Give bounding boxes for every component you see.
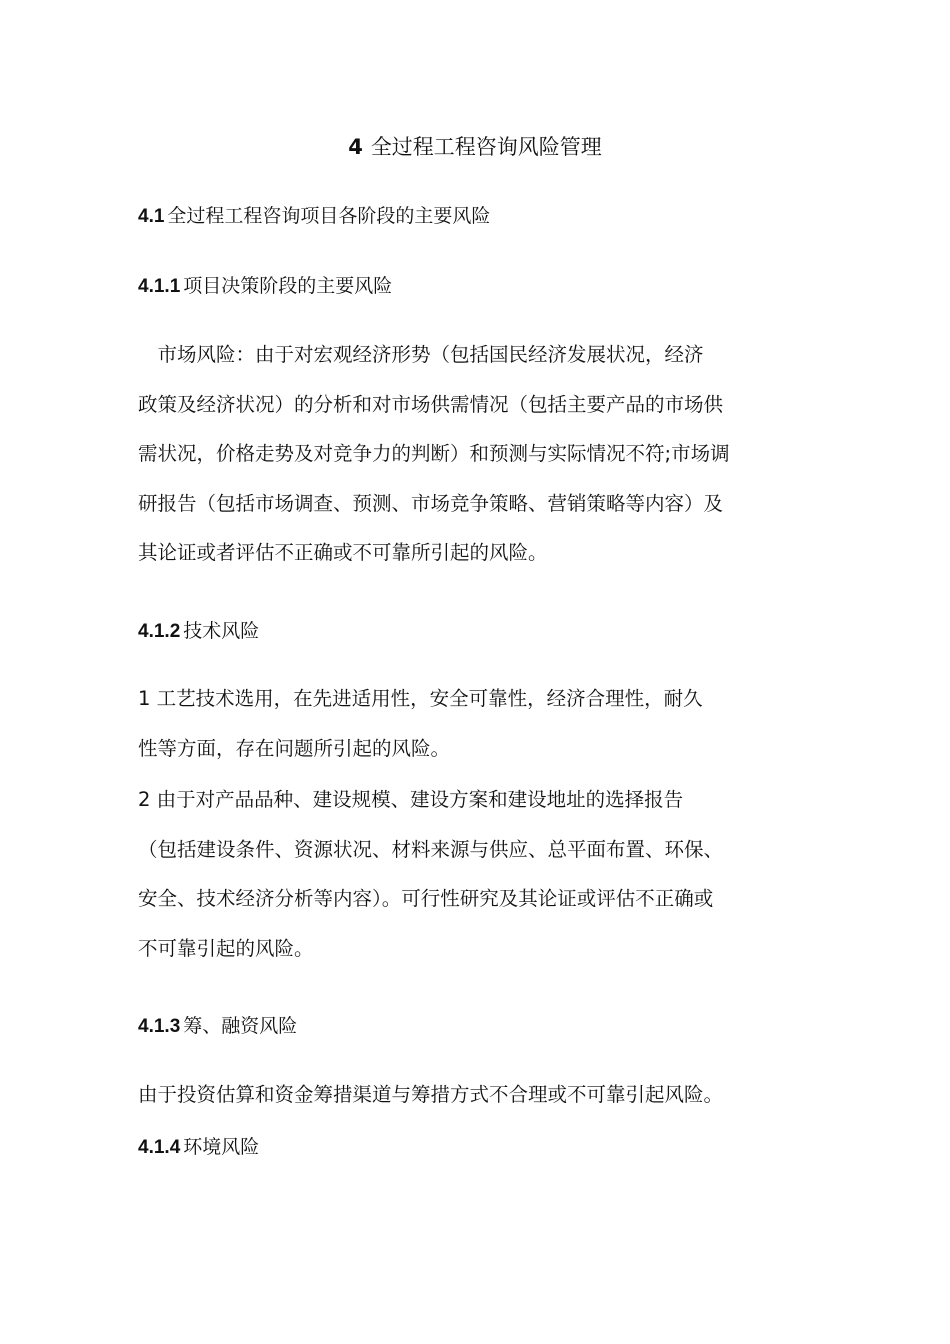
- section-number: 4.1.4: [138, 1137, 181, 1158]
- section-number: 4.1: [138, 206, 165, 227]
- paragraph-tech-risk-2: [138, 775, 818, 973]
- paragraph-line: 市场风险：由于对宏观经济形势（包括国民经济发展状况，经济: [138, 343, 704, 366]
- section-text: 环境风险: [183, 1136, 260, 1158]
- section-text: 技术风险: [183, 620, 260, 642]
- section-heading-4-1: [138, 201, 490, 232]
- paragraph-line: 政策及经济状况）的分析和对市场供需情况（包括主要产品的市场供: [138, 392, 724, 416]
- section-number: 4.1.2: [138, 621, 181, 642]
- paragraph-tech-risk-1: [138, 674, 818, 773]
- paragraph-line: 2 由于对产品品种、建设规模、建设方案和建设地址的选择报告: [138, 788, 684, 811]
- paragraph-line: 研报告（包括市场调查、预测、市场竞争策略、营销策略等内容）及: [138, 491, 724, 515]
- section-number: 4.1.1: [138, 276, 181, 297]
- paragraph-line: 需状况，价格走势及对竞争力的判断）和预测与实际情况不符;市场调: [138, 442, 730, 465]
- paragraph-line: 不可靠引起的风险。: [138, 936, 314, 960]
- section-text: 全过程工程咨询项目各阶段的主要风险: [167, 205, 491, 227]
- section-text: 筹、融资风险: [183, 1015, 298, 1037]
- page-title: [0, 130, 950, 164]
- paragraph-line: （包括建设条件、资源状况、材料来源与供应、总平面布置、环保、: [138, 837, 724, 861]
- paragraph-finance-risk: [138, 1070, 818, 1120]
- section-heading-4-1-3: [138, 1011, 297, 1042]
- section-number: 4.1.3: [138, 1016, 181, 1037]
- paragraph-line: 1 工艺技术选用，在先进适用性，安全可靠性，经济合理性，耐久: [138, 687, 703, 710]
- paragraph-line: 由于投资估算和资金筹措渠道与筹措方式不合理或不可靠引起风险。: [138, 1083, 724, 1106]
- title-text: 全过程工程咨询风险管理: [370, 135, 602, 159]
- section-heading-4-1-2: [138, 616, 259, 647]
- paragraph-line: 性等方面，存在问题所引起的风险。: [138, 736, 451, 760]
- paragraph-line: 其论证或者评估不正确或不可靠所引起的风险。: [138, 541, 548, 564]
- title-number: 4: [348, 135, 363, 159]
- section-heading-4-1-1: [138, 271, 392, 302]
- paragraph-line: 安全、技术经济分析等内容）。可行性研究及其论证或评估不正确或: [138, 887, 714, 910]
- section-heading-4-1-4: [138, 1132, 259, 1163]
- section-text: 项目决策阶段的主要风险: [183, 275, 393, 297]
- paragraph-market-risk: [138, 330, 818, 578]
